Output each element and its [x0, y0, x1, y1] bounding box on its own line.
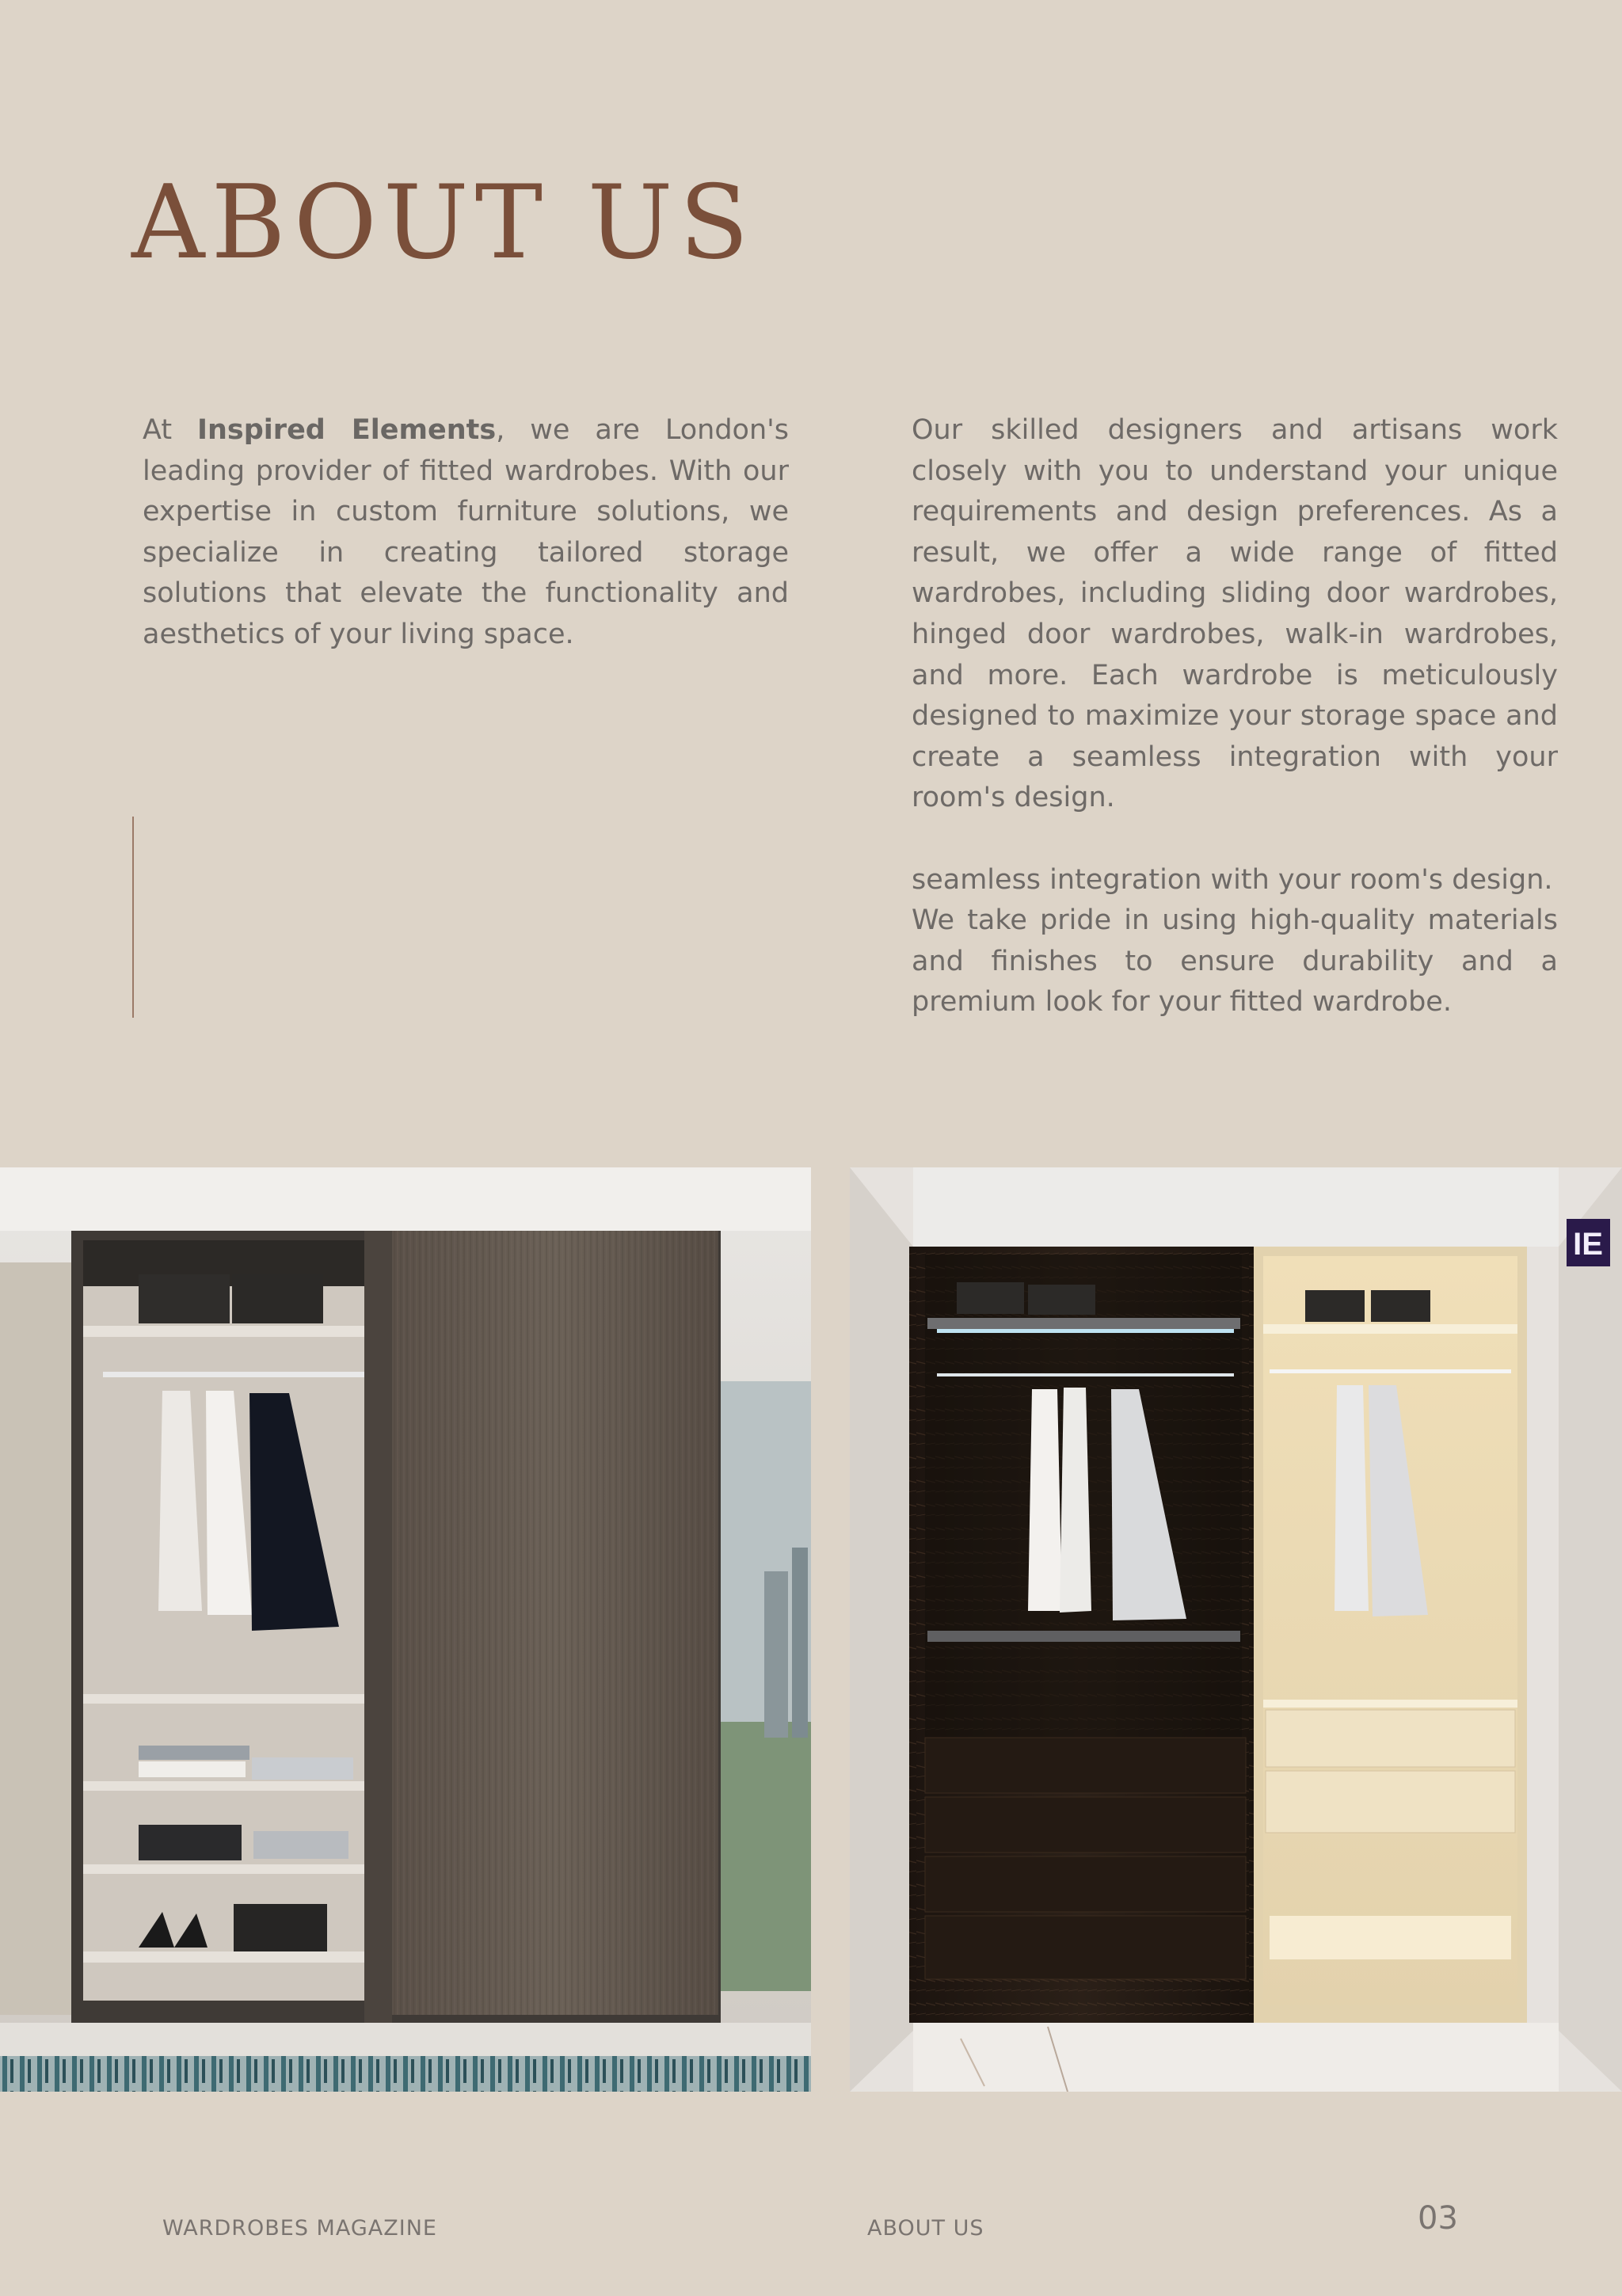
- footer-section-name: ABOUT US: [867, 2216, 984, 2241]
- wardrobe-walk-in-illustration: [850, 1167, 1622, 2092]
- details-paragraph-1: Our skilled designers and artisans work closely with you to understand your unique requirements and design preferences. As a result, we offer a wide range of fitted wardrobes, including sliding door wardrobes, hinged door wardrobes, walk-in wardrobes, and more. Each wardrobe is meticulously designed to maximize your storage space and create a seamless integration with your room's design.: [912, 414, 1558, 814]
- wardrobe-sliding-door-illustration: [0, 1167, 811, 2092]
- accent-divider-line: [132, 817, 134, 1018]
- intro-column: [143, 410, 789, 656]
- wardrobe-walk-in-lit-photo: [850, 1167, 1622, 2092]
- intro-paragraph: [143, 410, 789, 656]
- details-column: [912, 410, 1558, 1023]
- details-paragraph-2: We take pride in using high-quality materials and finishes to ensure durability and a premium look for your fitted wardrobe.: [912, 904, 1558, 1019]
- page-title: ABOUT US: [131, 164, 756, 282]
- wardrobe-sliding-door-photo: [0, 1167, 811, 2092]
- page-number: 03: [1418, 2200, 1458, 2237]
- brand-logo-text: IE: [1573, 1227, 1603, 1262]
- brand-name: Inspired Elements: [196, 414, 497, 446]
- intro-text: , we are London's leading provider of fitted wardrobes. With our expertise in custom furniture solutions, we specialize in creating tailored storage solutions that elevate the functionality and aesthetics of your living space.: [143, 414, 789, 650]
- details-paragraph-2-line1: seamless integration with your room's design.: [912, 863, 1553, 896]
- intro-prefix: At: [143, 414, 197, 446]
- footer-magazine-name: WARDROBES MAGAZINE: [162, 2216, 437, 2241]
